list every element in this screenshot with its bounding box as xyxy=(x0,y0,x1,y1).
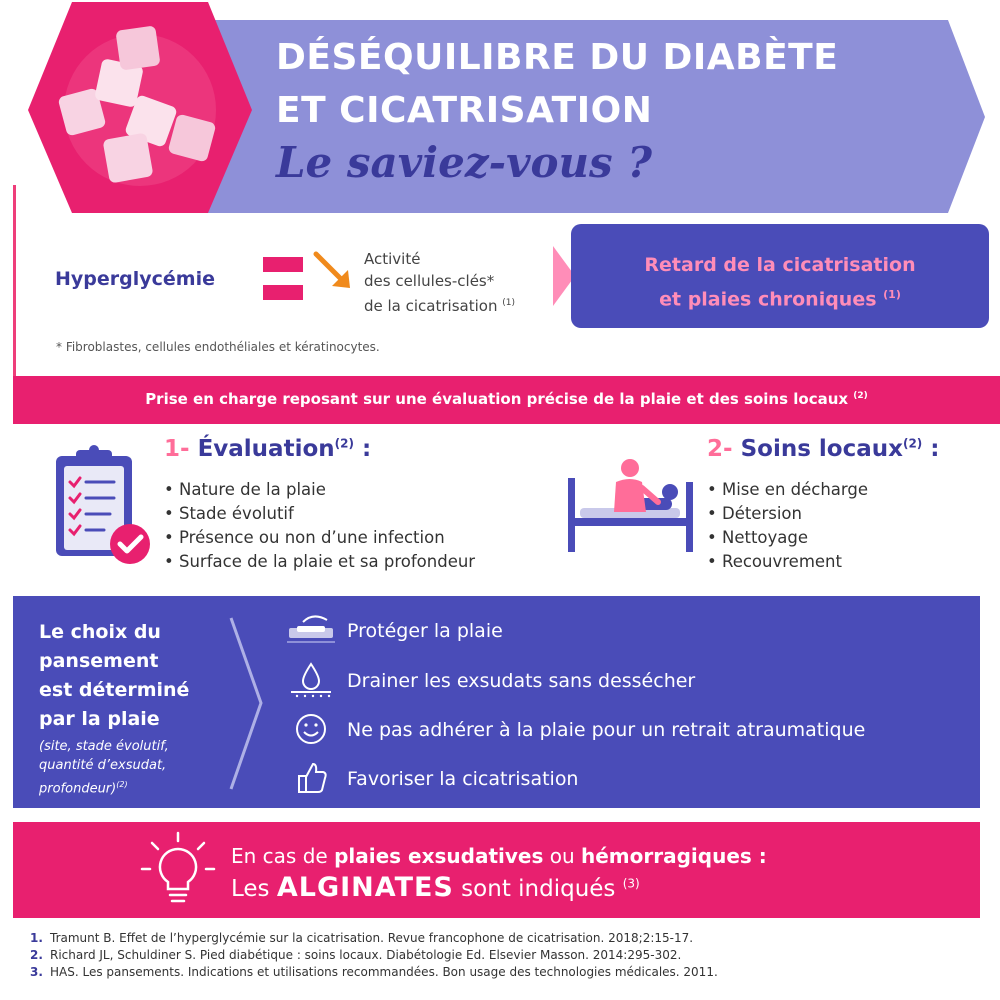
equals-sign-bottom xyxy=(263,285,303,300)
benefit-item xyxy=(283,760,973,800)
local-care-ref: (2) xyxy=(902,436,923,451)
benefit-text: Drainer les exsudats sans dessécher xyxy=(347,670,696,692)
caregiver-bed-icon xyxy=(566,458,696,554)
choice-sub-ref: (2) xyxy=(116,780,128,789)
reference-text: Tramunt B. Effet de l’hyperglycémie sur la cicatrisation. Revue francophone de cicatrisation. 2018;2:15-17. xyxy=(50,931,694,945)
header-subtitle: Le saviez-vous ? xyxy=(276,138,652,187)
local-care-number: 2- xyxy=(707,436,733,462)
header xyxy=(0,0,1000,215)
reference-item xyxy=(30,930,718,947)
dressing-choice-heading xyxy=(39,618,189,734)
header-title-line1: DÉSÉQUILIBRE DU DIABÈTE xyxy=(276,37,839,78)
list-item: • Surface de la plaie et sa profondeur xyxy=(164,550,475,574)
activity-line1: Activité xyxy=(364,250,421,268)
management-band-text xyxy=(13,390,1000,408)
drop-icon xyxy=(283,662,339,698)
cells-footnote: * Fibroblastes, cellules endothéliales et kératinocytes. xyxy=(56,340,380,354)
alginate-condition-text xyxy=(231,844,767,868)
activity-line2: des cellules-clés* xyxy=(364,272,495,290)
equals-sign-top xyxy=(263,257,303,272)
local-care-list xyxy=(707,478,868,574)
band-label: Prise en charge reposant sur une évaluation précise de la plaie et des soins locaux xyxy=(145,390,849,408)
dressing-choice-panel xyxy=(13,596,980,808)
list-item: • Présence ou non d’une infection xyxy=(164,526,475,550)
result-line2: et plaies chroniques xyxy=(659,288,877,311)
benefit-item xyxy=(283,711,973,751)
management-band xyxy=(13,376,1000,424)
choice-line3: est déterminé xyxy=(39,679,190,701)
alginate-ref: (3) xyxy=(622,876,640,891)
alginate-text-part: ou xyxy=(543,844,581,868)
alginate-text-emphasis: plaies exsudatives xyxy=(334,844,544,868)
evaluation-colon: : xyxy=(353,436,372,462)
reference-item xyxy=(30,947,718,964)
reference-item xyxy=(30,964,718,981)
clipboard-checklist-icon xyxy=(52,442,152,570)
reference-number: 1. xyxy=(30,931,43,945)
list-item: • Nettoyage xyxy=(707,526,868,550)
list-item: • Nature de la plaie xyxy=(164,478,475,502)
choice-line2: pansement xyxy=(39,650,159,672)
alginate-text-emphasis: hémorragiques xyxy=(581,844,752,868)
benefit-text: Favoriser la cicatrisation xyxy=(347,768,579,790)
smiley-icon xyxy=(283,711,339,747)
result-line1: Retard de la cicatrisation xyxy=(644,254,916,276)
alginate-indication-text xyxy=(231,872,640,903)
alginate-text-part: sont indiqués xyxy=(453,876,616,902)
benefit-item xyxy=(283,612,973,652)
result-ref: (1) xyxy=(883,288,901,301)
result-text xyxy=(571,250,989,314)
arrow-down-right-icon xyxy=(310,248,358,296)
reference-number: 2. xyxy=(30,948,43,962)
list-item: • Stade évolutif xyxy=(164,502,475,526)
alginate-text-part: Les xyxy=(231,876,277,902)
benefit-item xyxy=(283,662,973,702)
dressing-icon xyxy=(283,612,339,648)
evaluation-list xyxy=(164,478,475,574)
local-care-title xyxy=(707,436,940,462)
dressing-choice-details xyxy=(39,737,169,798)
benefit-text: Protéger la plaie xyxy=(347,620,503,642)
alginate-panel xyxy=(13,822,980,918)
reference-text: Richard JL, Schuldiner S. Pied diabétique : soins locaux. Diabétologie Ed. Elsevier Masson. 2014:295-302. xyxy=(50,948,682,962)
alginate-text-part: En cas de xyxy=(231,844,335,868)
choice-sub-line2: quantité d’exsudat, xyxy=(39,758,167,773)
alginate-text-part: : xyxy=(751,844,767,868)
header-title-line2: ET CICATRISATION xyxy=(276,90,653,131)
light-bulb-icon xyxy=(138,831,218,911)
reference-text: HAS. Les pansements. Indications et utilisations recommandées. Bon usage des technologies médicales. 2011. xyxy=(50,965,718,979)
sugar-cubes-icon xyxy=(28,2,252,213)
local-care-heading: Soins locaux xyxy=(740,436,903,462)
list-item: • Détersion xyxy=(707,502,868,526)
chevron-right-icon xyxy=(227,616,267,791)
key-cells-activity xyxy=(364,248,515,317)
activity-ref: (1) xyxy=(502,298,515,308)
reference-number: 3. xyxy=(30,965,43,979)
choice-sub-line3: profondeur) xyxy=(39,781,117,797)
list-item: • Recouvrement xyxy=(707,550,868,574)
hyperglycemia-label: Hyperglycémie xyxy=(55,268,215,290)
choice-line1: Le choix du xyxy=(39,621,161,643)
thumbs-up-icon xyxy=(283,760,339,796)
choice-line4: par la plaie xyxy=(39,708,160,730)
references-list xyxy=(30,930,718,981)
benefit-text: Ne pas adhérer à la plaie pour un retrait atraumatique xyxy=(347,719,866,741)
evaluation-number: 1- xyxy=(164,436,190,462)
result-box xyxy=(571,224,989,328)
evaluation-title xyxy=(164,436,371,462)
left-frame-line xyxy=(13,185,16,380)
activity-line3: de la cicatrisation xyxy=(364,297,498,315)
evaluation-heading: Évaluation xyxy=(197,436,335,462)
choice-sub-line1: (site, stade évolutif, xyxy=(39,739,169,754)
evaluation-ref: (2) xyxy=(334,436,354,451)
alginates-word: ALGINATES xyxy=(276,872,454,903)
list-item: • Mise en décharge xyxy=(707,478,868,502)
band-ref: (2) xyxy=(853,391,868,401)
local-care-colon: : xyxy=(922,436,940,462)
